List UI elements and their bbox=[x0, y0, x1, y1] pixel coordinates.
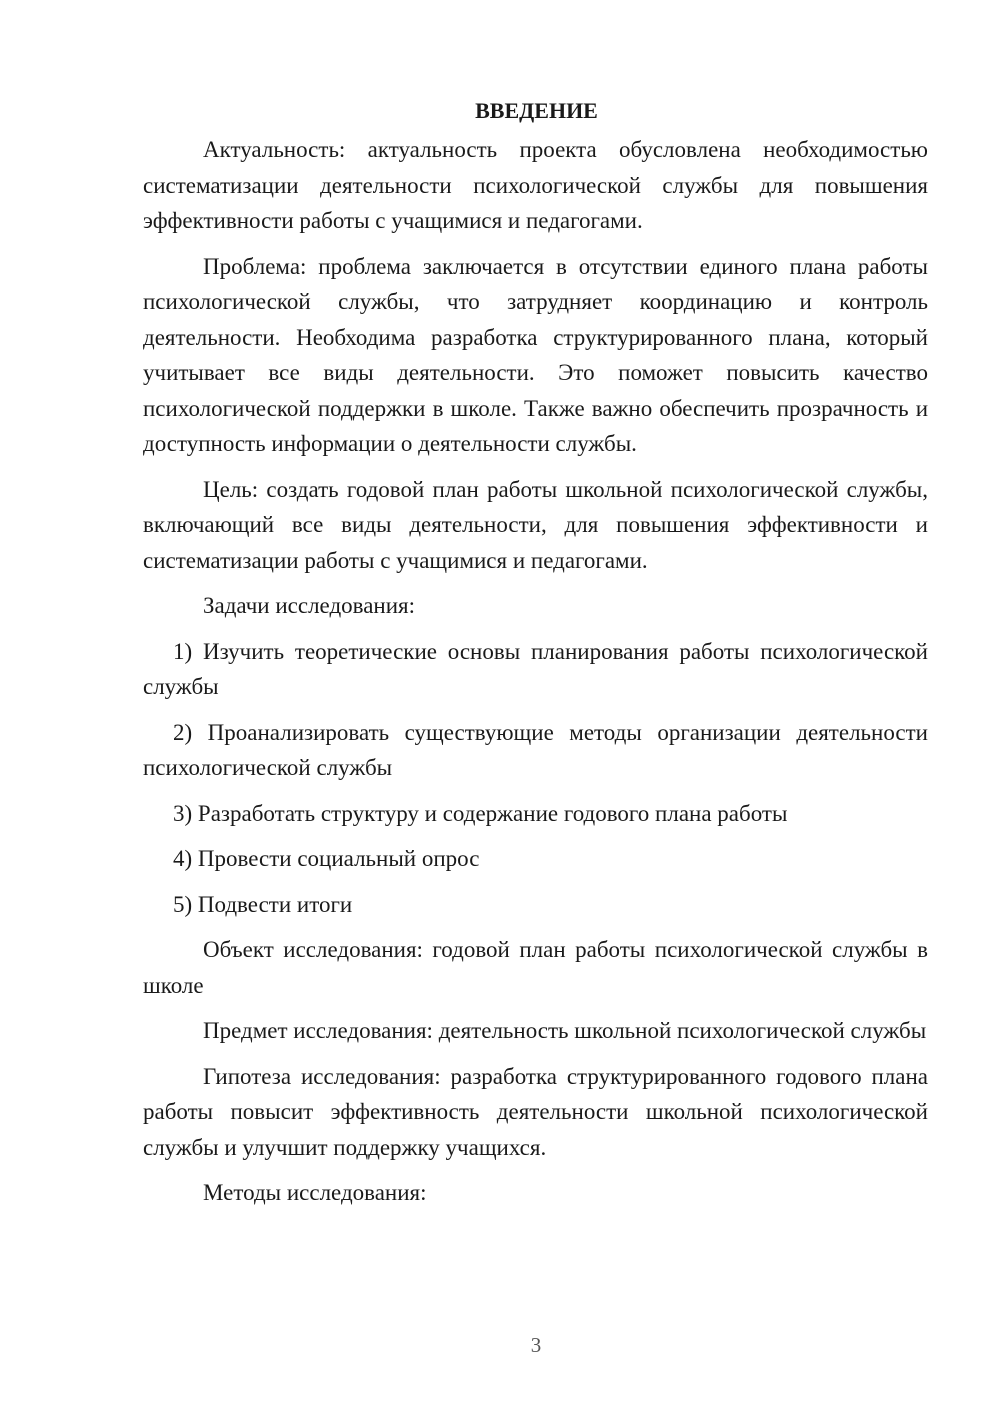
hypothesis-paragraph: Гипотеза исследования: разработка структурированного годового плана работы повысит эффективность деятельности школьной психологической службы и улучшит поддержку учащихся. bbox=[143, 1063, 928, 1160]
task-item-3: 3) Разработать структуру и содержание годового плана работы bbox=[173, 800, 788, 826]
subject-paragraph: Предмет исследования: деятельность школьной психологической службы bbox=[203, 1018, 927, 1043]
problem-paragraph: Проблема: проблема заключается в отсутствии единого плана работы психологической службы, что затрудняет координацию и контроль деятельности. Необходима разработка структурированного плана, который учитывает все виды деятельности. Это поможет повысить качество психологической поддержки в школе. Также важно обеспечить прозрачность и доступность информации о деятельности службы. bbox=[143, 253, 928, 456]
task-item-5: 5) Подвести итоги bbox=[173, 891, 353, 917]
relevance-paragraph: Актуальность: актуальность проекта обусловлена необходимостью систематизации деятельности психологической службы для повышения эффективности работы с учащимися и педагогами. bbox=[143, 137, 928, 233]
goal-paragraph: Цель: создать годовой план работы школьной психологической службы, включающий все виды деятельности, для повышения эффективности и систематизации работы с учащимися и педагогами. bbox=[143, 476, 928, 573]
object-paragraph: Объект исследования: годовой план работы психологической службы в школе bbox=[143, 937, 928, 998]
task-item-2: 2) Проанализировать существующие методы организации деятельности психологической службы bbox=[143, 719, 928, 780]
task-item-4: 4) Провести социальный опрос bbox=[173, 846, 480, 871]
tasks-heading: Задачи исследования: bbox=[203, 593, 416, 618]
section-title: ВВЕДЕНИЕ bbox=[475, 98, 598, 123]
page-content bbox=[143, 96, 928, 1221]
task-item-1: 1) Изучить теоретические основы планирования работы психологической службы bbox=[143, 638, 928, 699]
page-number: 3 bbox=[530, 1333, 542, 1357]
methods-heading: Методы исследования: bbox=[203, 1180, 427, 1205]
